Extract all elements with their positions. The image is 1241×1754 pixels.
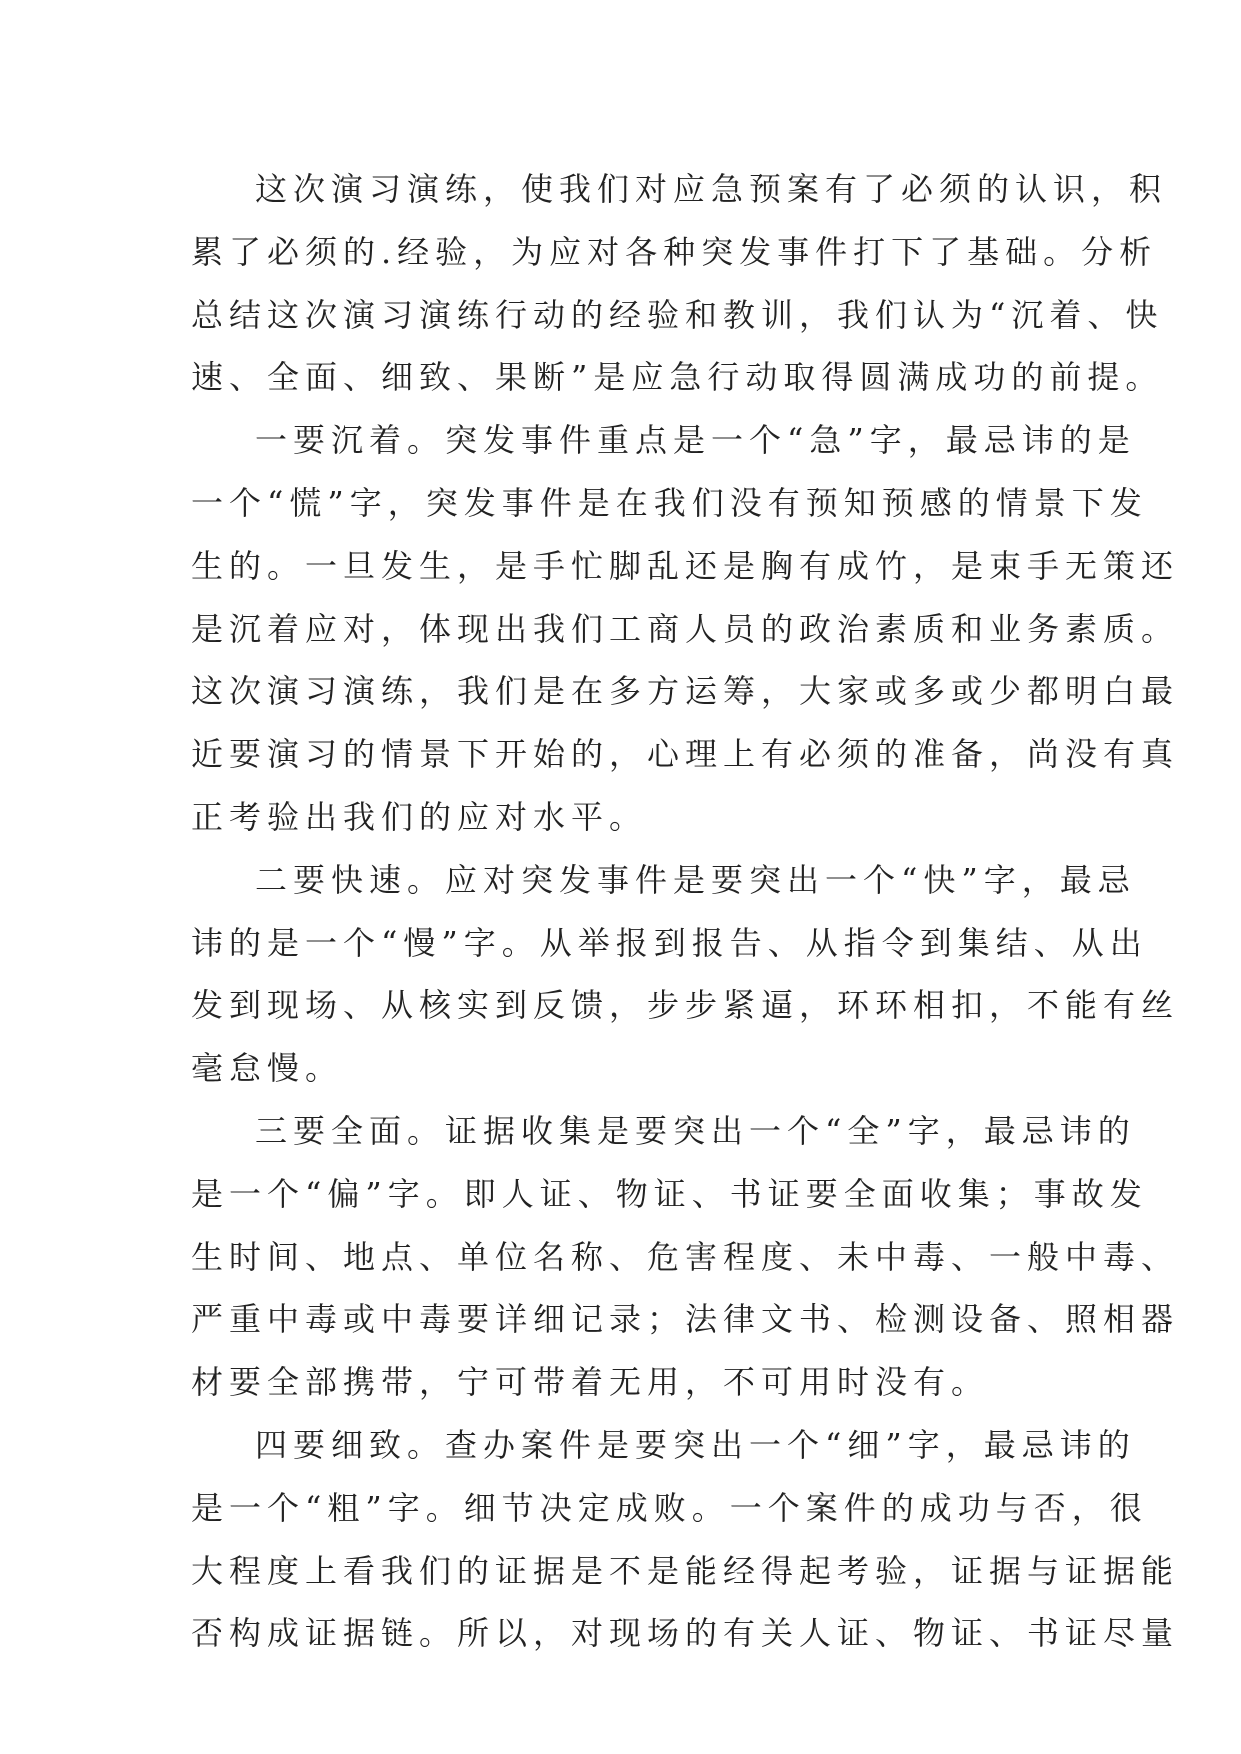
text-line: 生的。一旦发生，是手忙脚乱还是胸有成竹，是束手无策还 [191,546,1180,585]
text-line: 发到现场、从核实到反馈，步步紧逼，环环相扣，不能有丝 [191,986,1180,1025]
text-line: 是沉着应对，体现出我们工商人员的政治素质和业务素质。 [191,609,1180,648]
text-line: 累了必须的.经验，为应对各种突发事件打下了基础。分析 [191,232,1158,271]
text-line: 这次演习演练，使我们对应急预案有了必须的认识，积 [255,170,1168,208]
text-line: 讳的是一个“慢”字。从举报到报告、从指令到集结、从出 [191,923,1148,962]
text-line: 正考验出我们的应对水平。 [191,797,648,836]
text-line: 一个“慌”字，突发事件是在我们没有预知预感的情景下发 [191,483,1148,522]
body-text [191,158,1180,1665]
text-line: 是一个“偏”字。即人证、物证、书证要全面收集；事故发 [191,1174,1148,1213]
text-line: 四要细致。查办案件是要突出一个“细”字，最忌讳的 [255,1425,1136,1464]
text-line: 总结这次演习演练行动的经验和教训，我们认为“沉着、快 [191,295,1164,334]
text-line: 一要沉着。突发事件重点是一个“急”字，最忌讳的是 [255,421,1136,460]
text-line: 这次演习演练，我们是在多方运筹，大家或多或少都明白最 [191,672,1180,711]
text-line: 大程度上看我们的证据是不是能经得起考验，证据与证据能 [191,1551,1180,1590]
text-line: 是一个“粗”字。细节决定成败。一个案件的成功与否，很 [191,1488,1148,1527]
text-line: 严重中毒或中毒要详细记录；法律文书、检测设备、照相器 [191,1300,1180,1339]
text-line: 毫怠慢。 [191,1049,344,1088]
text-line: 二要快速。应对突发事件是要突出一个“快”字，最忌 [255,860,1136,899]
text-line: 材要全部携带，宁可带着无用，不可用时没有。 [191,1363,990,1402]
text-line: 近要演习的情景下开始的，心理上有必须的准备，尚没有真 [191,735,1180,774]
text-line: 否构成证据链。所以，对现场的有关人证、物证、书证尽量 [191,1614,1180,1653]
text-line: 速、全面、细致、果断”是应急行动取得圆满成功的前提。 [191,358,1164,397]
text-line: 生时间、地点、单位名称、危害程度、未中毒、一般中毒、 [191,1237,1180,1276]
text-line: 三要全面。证据收集是要突出一个“全”字，最忌讳的 [255,1111,1136,1150]
